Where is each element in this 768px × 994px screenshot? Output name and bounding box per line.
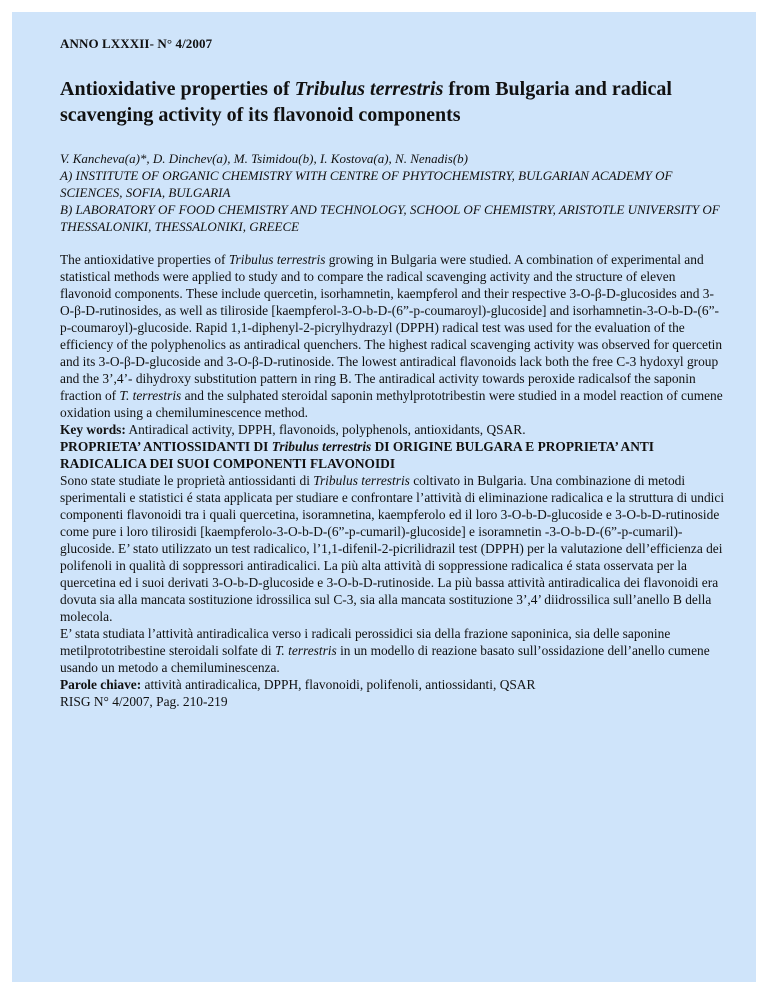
keywords-it-label: Parole chiave:	[60, 677, 142, 692]
keywords-en-label: Key words:	[60, 422, 126, 437]
abstract-en-species-abbr: T. terrestris	[119, 388, 182, 403]
keywords-en-text: Antiradical activity, DPPH, flavonoids, polyphenols, antioxidants, QSAR.	[125, 422, 526, 437]
abstract-en-species: Tribulus terrestris	[228, 252, 326, 267]
keywords-english	[60, 421, 726, 438]
italian-title-part-1: PROPRIETA’ ANTIOSSIDANTI DI	[60, 439, 272, 454]
abstract-italian-p2	[60, 625, 726, 676]
title-species: Tribulus terrestris	[294, 78, 444, 100]
affiliations	[60, 167, 726, 235]
abstract-it-species-abbr: T. terrestris	[274, 643, 337, 658]
title-part-2: from Bulgaria and radical scavenging activity of its flavonoid components	[60, 78, 672, 126]
abstract-it-text-2: coltivato in Bulgaria. Una combinazione di metodi sperimentali e statistici é stata applicata per studiare e confrontare l’attività di eliminazione radicalica e la struttura di undici componenti flavonoidi tra i quali quercetina, isoramnetina, kaempferolo ed il loro 3-O-b-D-glucoside e 3-O-b-D-rutinoside come pure i loro tilirosidi [kaempferolo-3-O-b-D-(6”-p-cumaril)-glucoside] e isoramnetin -3-O-b-D-(6”-p-cumaril)-glucoside. E’ stato utilizzato un test radicalico, l’1,1-difenil-2-picrilidrazil test (DPPH) per la valutazione dell’efficienza dei polifenoli in qualità di soppressori antiradicalici. La più alta attività di soppressione radicalica é stata osservata per la quercetina ed i suoi derivati 3-O-b-D-glucoside e 3-O-b-D-rutinoside. La più bassa attività antiradicalica dei flavonoidi era dovuta sia alla mancata sostituzione idrossilica sul C-3, sia alla mancata sostituzione 3’,4’ diidrossilica sull’anello B della molecola.	[60, 473, 725, 624]
journal-reference: RISG N° 4/2007, Pag. 210-219	[60, 694, 228, 709]
affiliation-b: B) LABORATORY OF FOOD CHEMISTRY AND TECHNOLOGY, SCHOOL OF CHEMISTRY, ARISTOTLE UNIVERSITY OF THESSALONIKI, THESSALONIKI, GREECE	[60, 202, 720, 234]
issue-line: ANNO LXXXII- N° 4/2007	[60, 36, 213, 51]
abstract-en-text-2: growing in Bulgaria were studied. A combination of experimental and statistical methods were applied to study and to compare the radical scavenging activity and the structure of eleven flavonoid components. These include quercetin, isorhamnetin, kaempferol and their respective 3-O-β-D-glucosides and 3-O-β-D-rutinosides, as well as tiliroside [kaempferol-3-O-b-D-(6”-p-coumaroyl)-glucoside] and isorhamnetin-3-O-b-D-(6”-p-coumaroyl)-glucoside. Rapid 1,1-diphenyl-2-picrylhydrazyl (DPPH) radical test was used for the evaluation of the efficiency of the polyphenolics as antiradical quenchers. The highest radical scavenging activity was observed for quercetin and its 3-O-β-D-glucoside and 3-O-β-D-rutinoside. The lowest antiradical flavonoids lack both the free C-3 hydoxyl group and the 3’,4’- dihydroxy substitution pattern in ring B. The antiradical activity towards peroxide radicalsof the saponin fraction of	[60, 252, 723, 403]
article-abstract-page	[12, 12, 756, 982]
keywords-it-text: attività antiradicalica, DPPH, flavonoidi, polifenoli, antiossidanti, QSAR	[141, 677, 536, 692]
italian-title	[60, 438, 726, 472]
abstract-english	[60, 251, 726, 421]
article-title	[60, 76, 726, 128]
authors: V. Kancheva(a)*, D. Dinchev(a), M. Tsimidou(b), I. Kostova(a), N. Nenadis(b)	[60, 151, 468, 166]
abstract-en-text-3: and the sulphated steroidal saponin methylprototribestin were studied in a model reaction of cumene oxidation using a chemiluminescence method.	[60, 388, 723, 420]
title-part-1: Antioxidative properties of	[60, 78, 295, 100]
abstract-it-text-3: E’ stata studiata l’attività antiradicalica verso i radicali perossidici sia della frazione saponinica, sia delle saponine metilprototribestine steroidali solfate di	[60, 626, 671, 658]
keywords-italian	[60, 676, 726, 693]
abstract-en-text-1: The antioxidative properties of	[60, 252, 229, 267]
abstract-it-text-1: Sono state studiate le proprietà antiossidanti di	[60, 473, 314, 488]
italian-title-part-2: DI ORIGINE BULGARA E PROPRIETA’ ANTI RADICALICA DEI SUOI COMPONENTI FLAVONOIDI	[60, 439, 655, 471]
abstract-italian-p1	[60, 472, 726, 625]
abstract-it-text-4: in un modello di reazione basato sull’ossidazione dell’anello cumene usando un metodo a chemiluminescenza.	[60, 643, 710, 675]
abstract-it-species: Tribulus terrestris	[313, 473, 410, 488]
italian-title-species: Tribulus terrestris	[271, 439, 372, 454]
affiliation-a: A) INSTITUTE OF ORGANIC CHEMISTRY WITH CENTRE OF PHYTOCHEMISTRY, BULGARIAN ACADEMY OF SCIENCES, SOFIA, BULGARIA	[60, 168, 673, 200]
